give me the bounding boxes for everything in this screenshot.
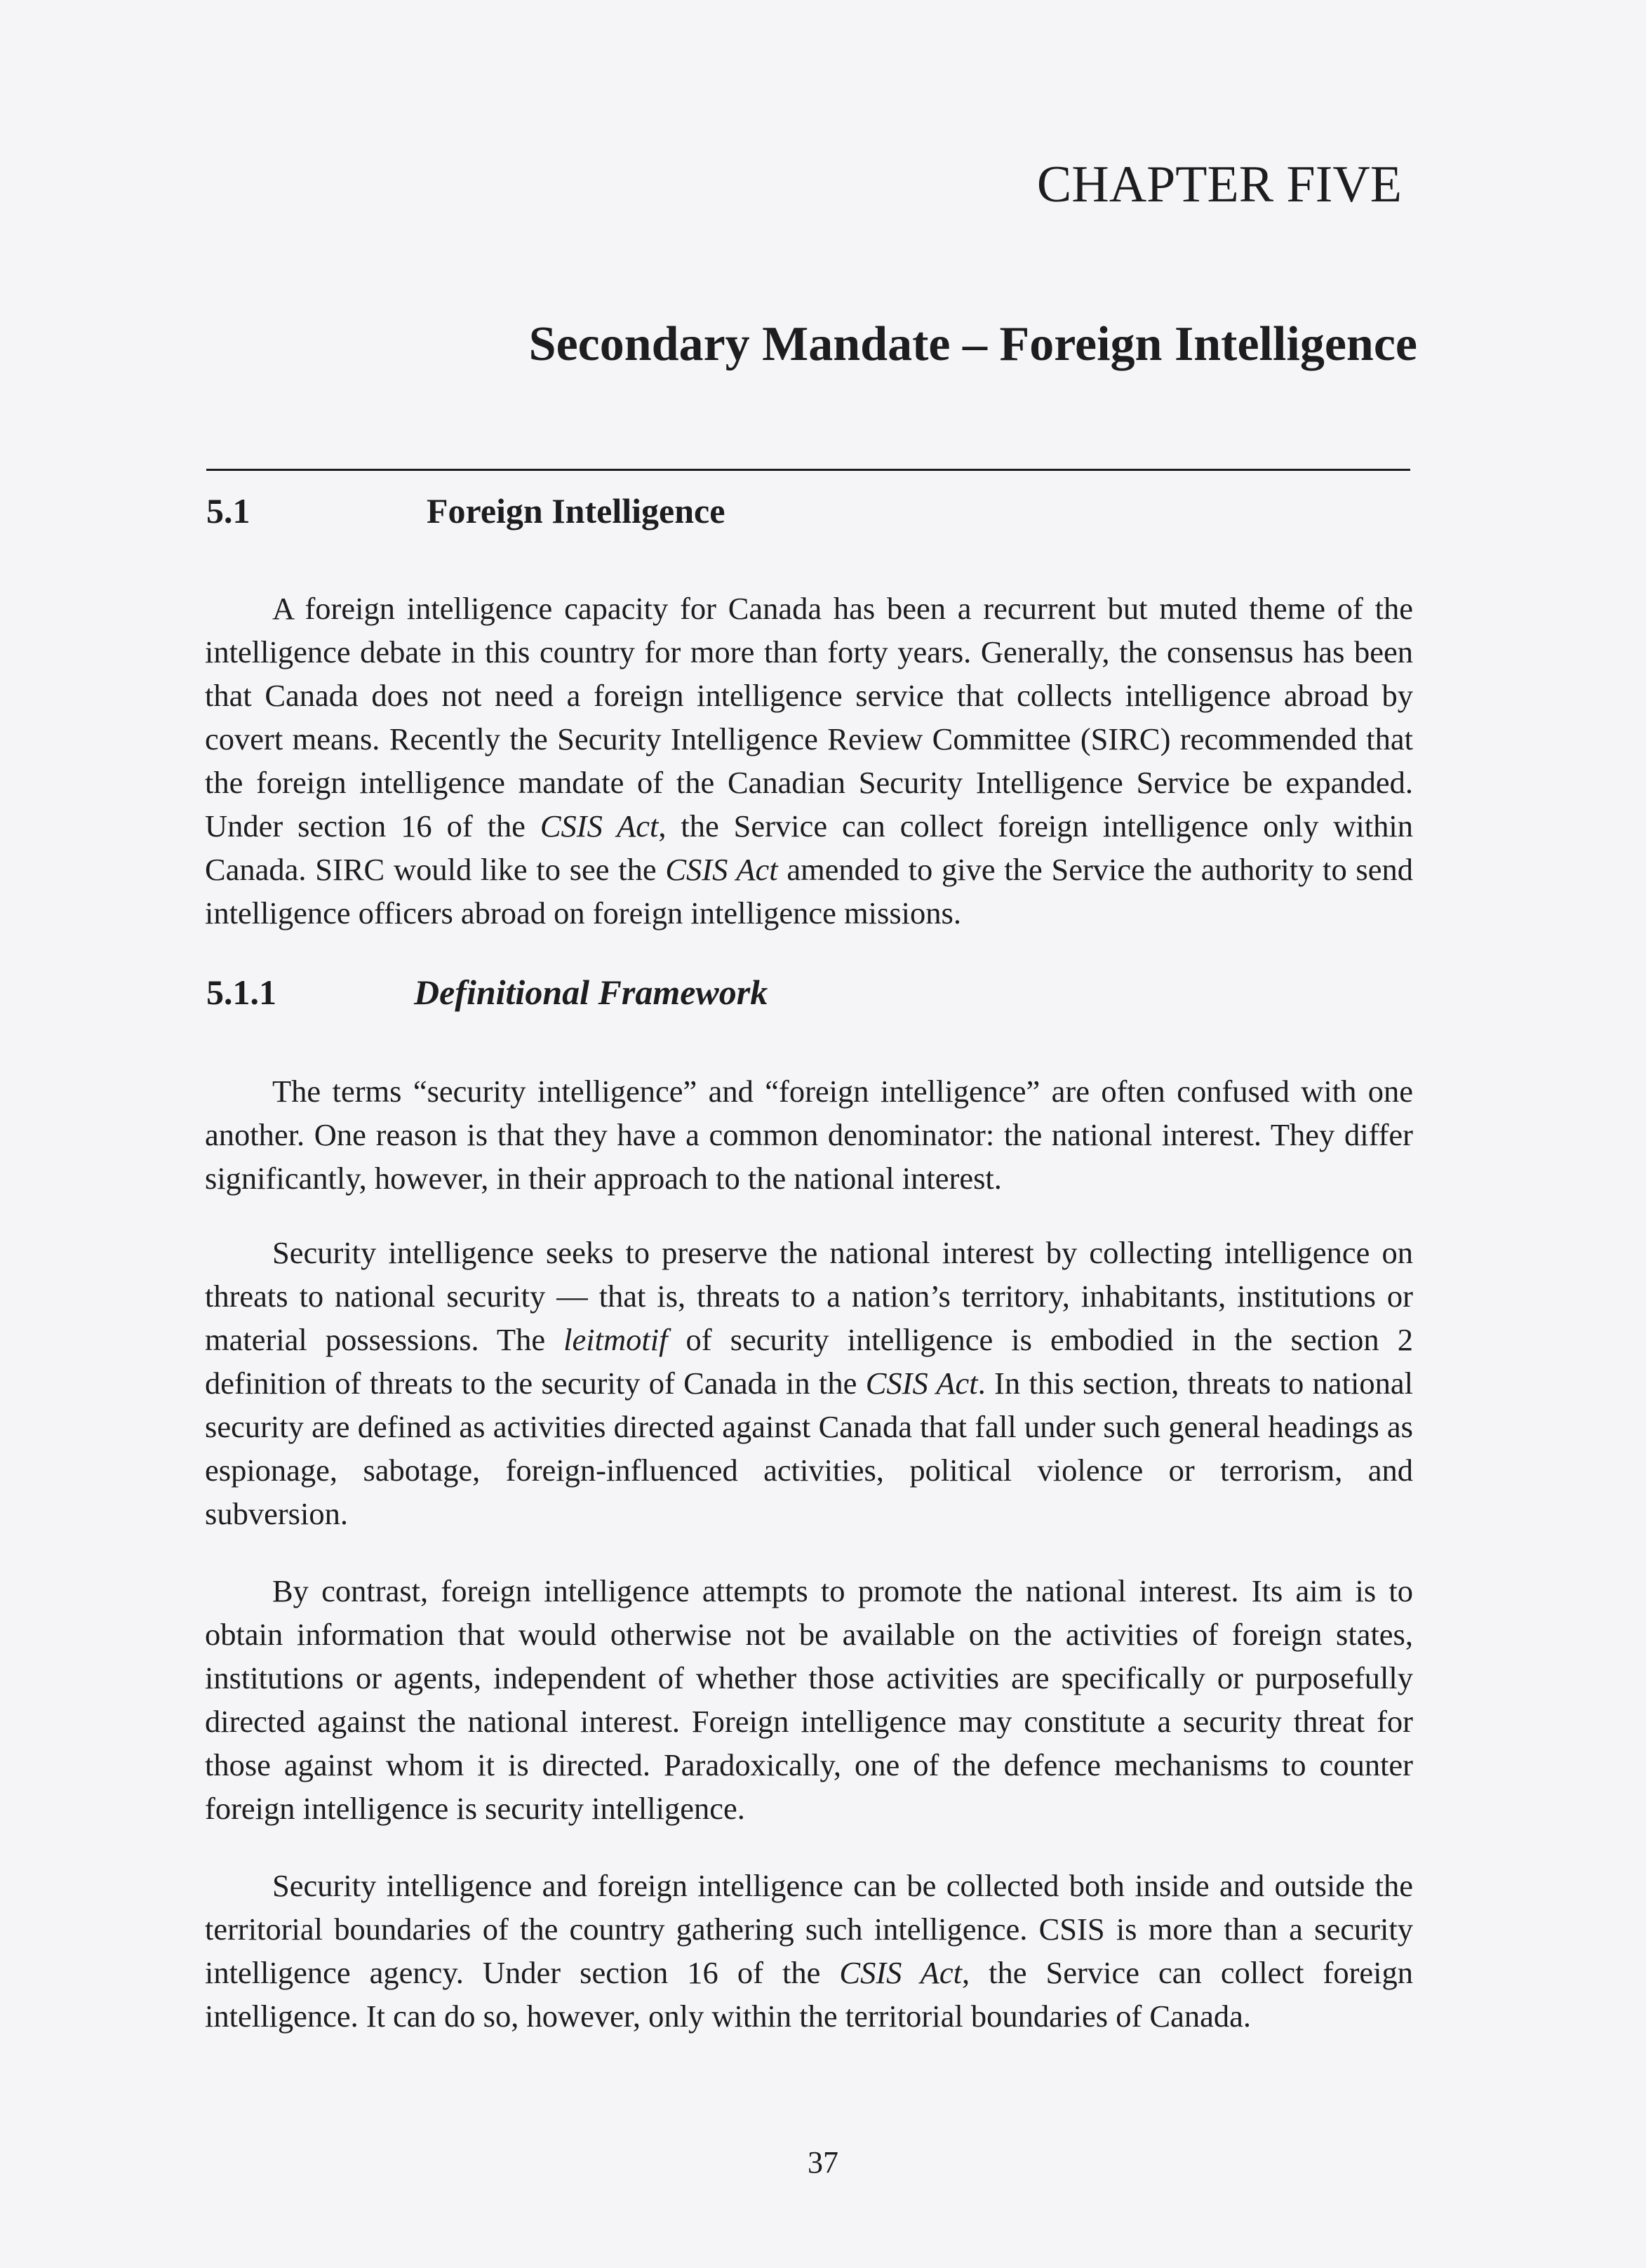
text-run: amended to give the Service the authority to send intelligence officers abroad on foreign intelligence missions. (205, 852, 1413, 930)
section-number: 5.1.1 (206, 973, 276, 1012)
text-run: A foreign intelligence capacity for Canada has been a recurrent but muted theme of the intelligence debate in this country for more than forty years. Generally, the consensus has been that Canada does not need a foreign intelligence service that collects intelligence abroad by covert means. Recently the Security Intelligence Review Committee (SIRC) recommended that the foreign intelligence mandate of the Canadian Security Intelligence Service be expanded. Under section 16 of the (205, 591, 1413, 843)
paragraph-foreign-intelligence-contrast: By contrast, foreign intelligence attempts to promote the national interest. Its aim is to obtain information that would otherwise not be available on the activities of foreign states, institutions or agents, independent of whether those activities are specifically or purposefully directed against the national interest. Foreign intelligence may constitute a security threat for those against whom it is directed. Paradoxically, one of the defence mechanisms to counter foreign intelligence is security intelligence. (205, 1573, 1413, 1826)
text-run: Security intelligence and foreign intelligence can be collected both inside and outside the territorial boundaries of the country gathering such intelligence. CSIS is more than a security intelligence agency. Under section 16 of the (205, 1868, 1413, 1990)
text-run: . In this section, threats to national security are defined as activities directed against Canada that fall under such general headings as espionage, sabotage, foreign-influenced activities, political violence or terrorism, and subversion. (205, 1366, 1413, 1531)
paragraph-security-intelligence (205, 1231, 1413, 1535)
chapter-title: Secondary Mandate – Foreign Intelligence (528, 317, 1417, 371)
text-run: of security intelligence is embodied in the section 2 definition of threats to the security of Canada in the (205, 1322, 1413, 1401)
section-title: Foreign Intelligence (427, 491, 725, 531)
text-run: Security intelligence seeks to preserve the national interest by collecting intelligence on threats to national security — that is, threats to a nation’s territory, inhabitants, institutions or material possessions. The (205, 1235, 1413, 1357)
text-run: , the Service can collect foreign intelligence. It can do so, however, only within the territorial boundaries of Canada. (205, 1955, 1414, 2034)
page-number: 37 (808, 2145, 838, 2180)
paragraph-terms-confused: The terms “security intelligence” and “foreign intelligence” are often confused with one another. One reason is that they have a common denominator: the national interest. They differ significantly, however, in their approach to the national interest. (205, 1074, 1413, 1196)
paragraph-collection-boundaries (205, 1864, 1413, 2038)
paragraph-foreign-intelligence-capacity (205, 587, 1413, 935)
italic-act-name: CSIS Act (665, 852, 778, 887)
text-run: , the Service can collect foreign intelligence only within Canada. SIRC would like to see the (205, 808, 1413, 887)
section-number: 5.1 (206, 491, 250, 531)
section-title: Definitional Framework (414, 973, 768, 1012)
italic-term: leitmotif (563, 1322, 668, 1357)
chapter-label: CHAPTER FIVE (1036, 156, 1402, 213)
title-rule (206, 469, 1410, 471)
italic-act-name: CSIS Act (865, 1366, 978, 1401)
italic-act-name: CSIS Act (540, 808, 659, 843)
italic-act-name: CSIS Act (839, 1955, 962, 1990)
